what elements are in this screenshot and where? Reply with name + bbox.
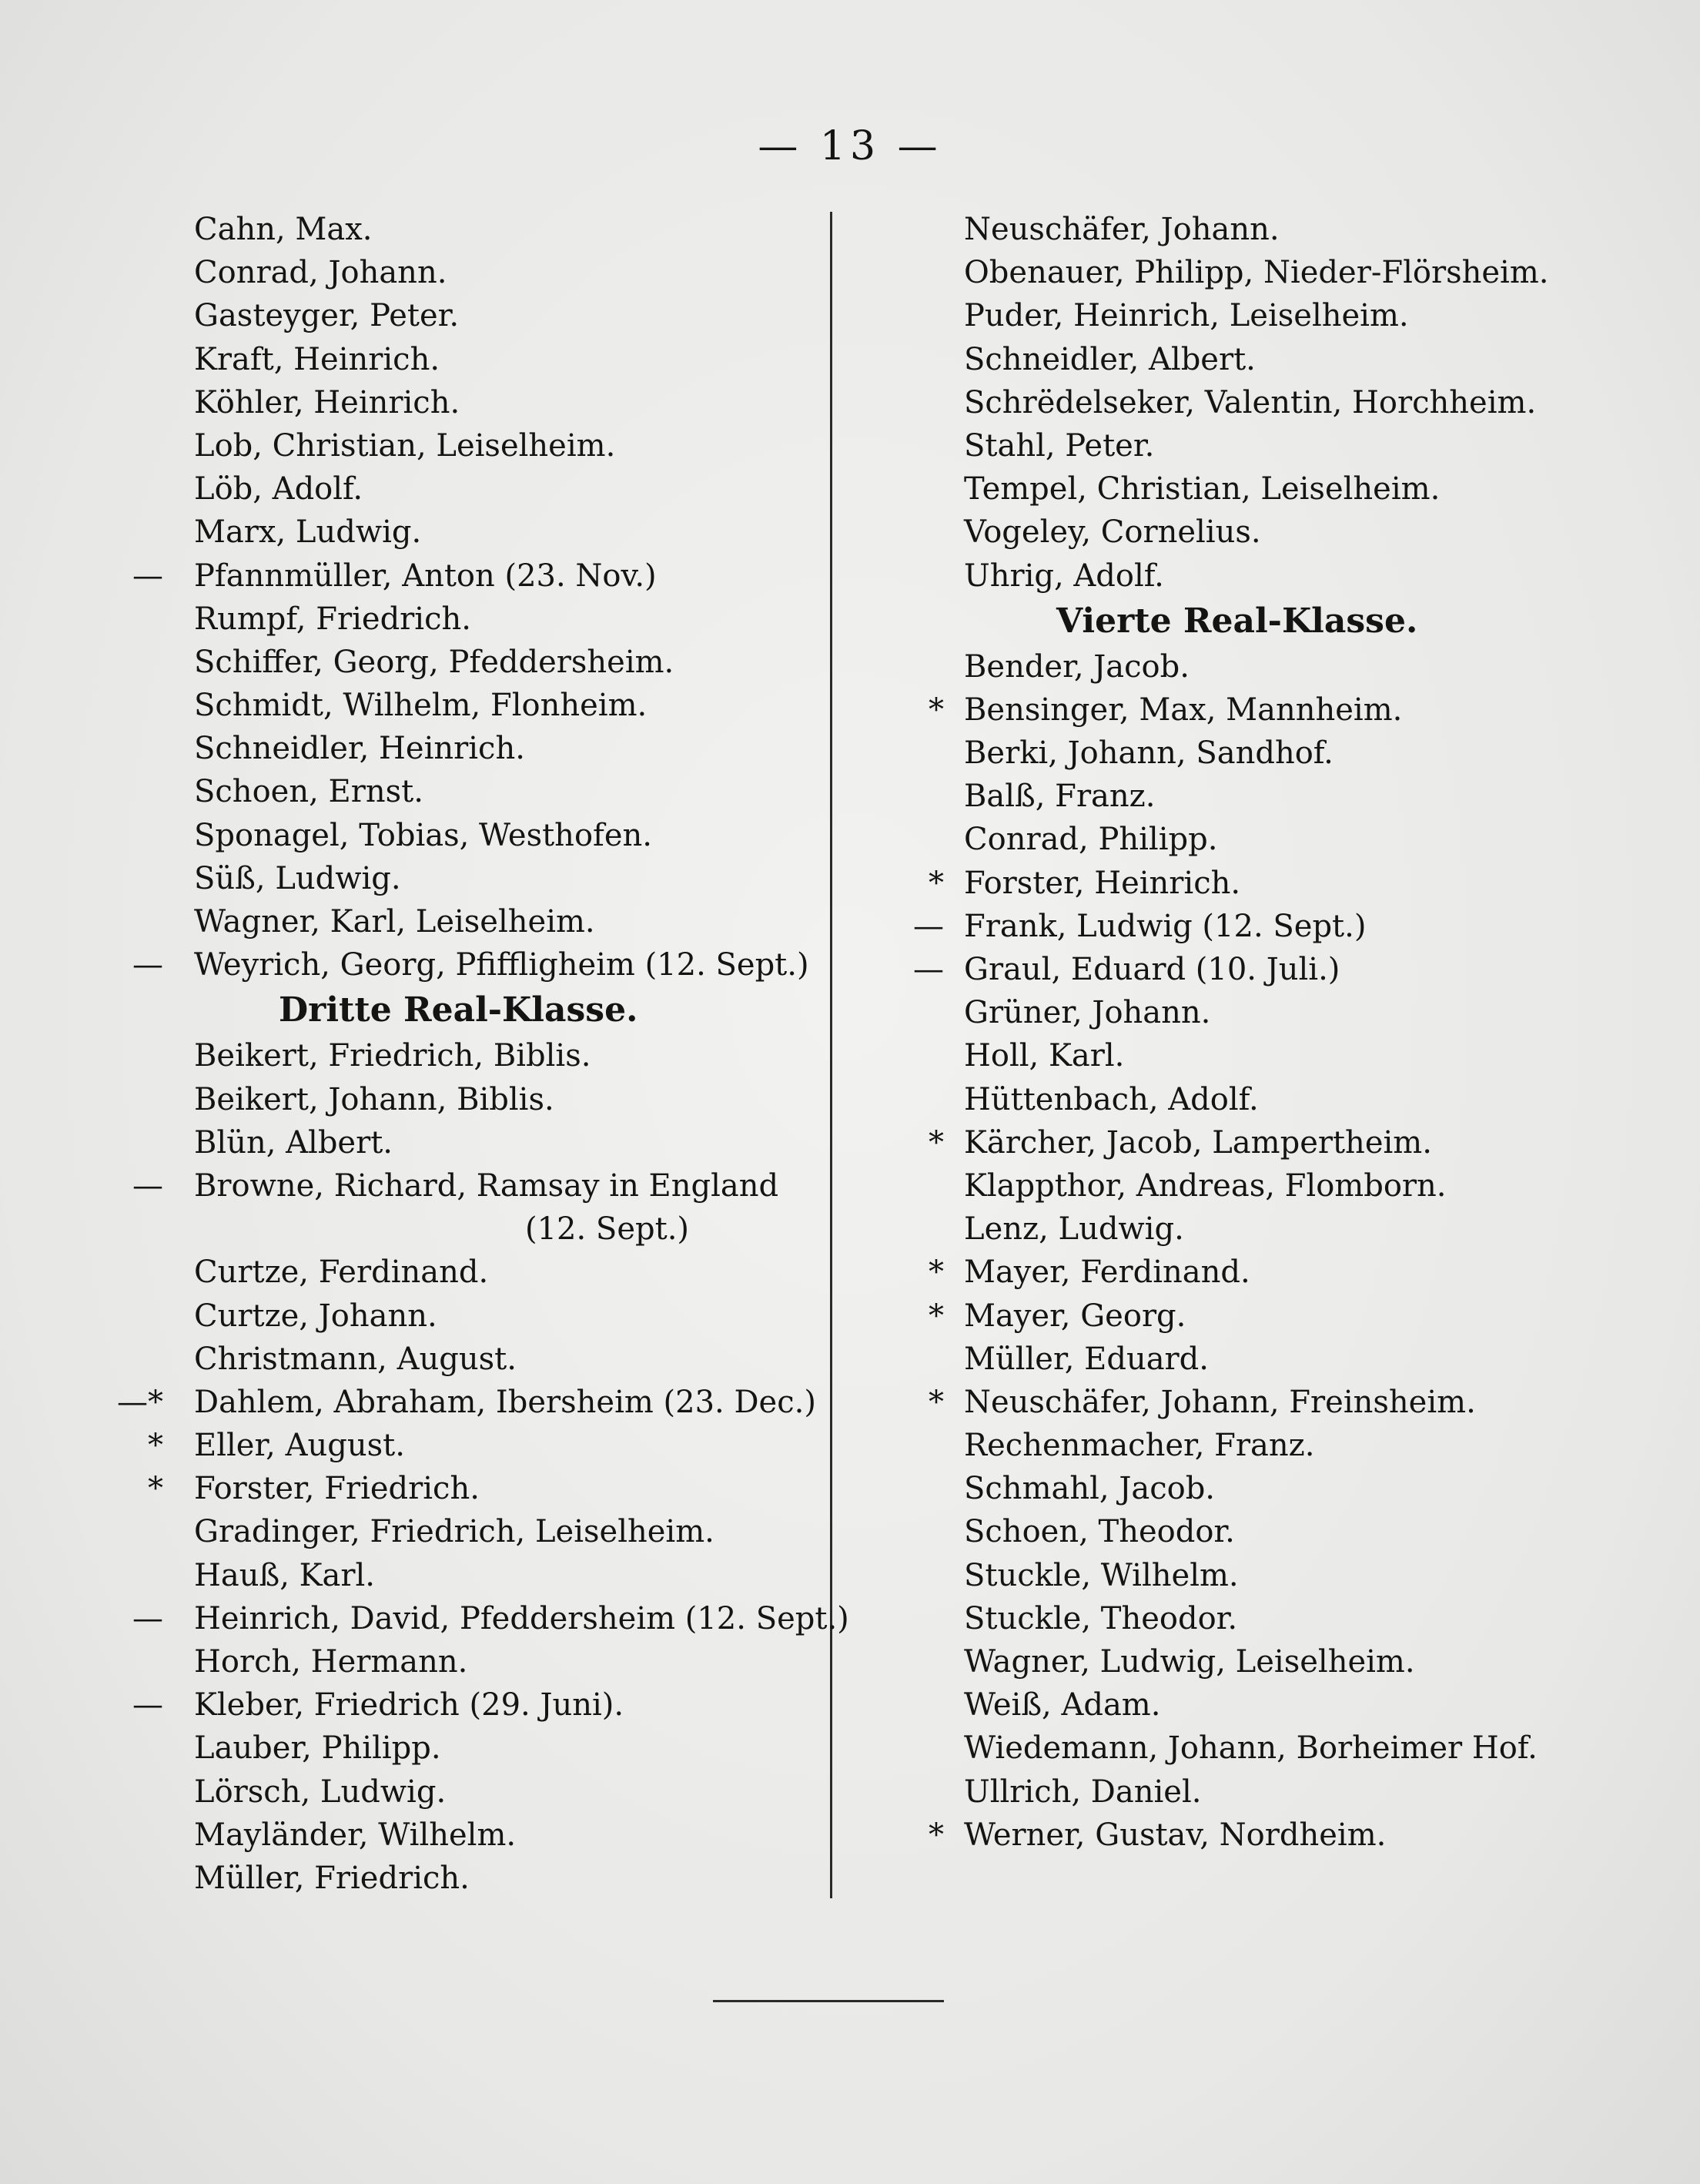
entry-text: Grüner, Johann. <box>964 995 1211 1031</box>
entry-text: Schrëdelseker, Valentin, Horchheim. <box>964 384 1537 420</box>
entry-text: Balß, Franz. <box>964 779 1156 815</box>
name-entry <box>921 511 1629 554</box>
name-entry <box>921 1467 1629 1510</box>
name-entry <box>132 1683 844 1727</box>
entry-text: Obenauer, Philipp, Nieder-Flörsheim. <box>964 255 1549 291</box>
name-entry <box>921 1683 1629 1727</box>
entry-text: Schoen, Ernst. <box>194 774 423 810</box>
entry-mark: * <box>148 1471 163 1507</box>
entry-text: Bender, Jacob. <box>964 648 1190 685</box>
name-entry <box>921 1381 1629 1424</box>
name-entry <box>921 775 1629 818</box>
name-entry <box>921 991 1629 1034</box>
name-entry <box>151 900 844 943</box>
name-entry <box>921 1640 1629 1683</box>
entry-mark: * <box>929 1298 944 1334</box>
name-entry <box>921 1078 1629 1121</box>
entry-text: Beikert, Johann, Biblis. <box>194 1081 554 1117</box>
entry-text: Lob, Christian, Leiselheim. <box>194 427 616 464</box>
entry-text: Hauß, Karl. <box>194 1557 375 1593</box>
name-entry <box>151 381 844 424</box>
entry-text: Lauber, Philipp. <box>194 1730 441 1767</box>
entry-text: Müller, Friedrich. <box>194 1860 470 1896</box>
entry-mark: — <box>132 1600 163 1636</box>
entry-text: Rumpf, Friedrich. <box>194 601 471 637</box>
entry-text: Ullrich, Daniel. <box>964 1774 1202 1810</box>
right-column <box>913 208 1629 1857</box>
entry-text: Eller, August. <box>194 1428 405 1464</box>
name-entry <box>132 554 844 598</box>
entry-text: Weiß, Adam. <box>964 1687 1161 1723</box>
entry-mark: — <box>132 558 163 594</box>
name-entry <box>921 554 1629 598</box>
entry-text: Blün, Albert. <box>194 1124 393 1161</box>
entry-text: Marx, Ludwig. <box>194 514 422 551</box>
section-heading-vierte-real-klasse: Vierte Real-Klasse. <box>1056 601 1418 641</box>
name-entry <box>148 1467 844 1510</box>
entry-text: Curtze, Johann. <box>194 1298 437 1334</box>
entry-text: Stuckle, Theodor. <box>964 1600 1238 1636</box>
entry-mark: * <box>929 1124 944 1161</box>
name-entry <box>921 1814 1629 1857</box>
entry-text: Horch, Hermann. <box>194 1644 468 1680</box>
entry-text: Schmidt, Wilhelm, Flonheim. <box>194 688 648 724</box>
entry-mark: — <box>132 947 163 983</box>
entry-text: Puder, Heinrich, Leiselheim. <box>964 298 1409 334</box>
entry-text: Köhler, Heinrich. <box>194 384 460 420</box>
name-entry <box>921 732 1629 775</box>
entry-text: Schmahl, Jacob. <box>964 1471 1216 1507</box>
entry-text: Stuckle, Wilhelm. <box>964 1557 1239 1593</box>
name-entry <box>151 467 844 511</box>
entry-text: Sponagel, Tobias, Westhofen. <box>194 817 652 853</box>
name-entry <box>151 1510 844 1553</box>
name-entry <box>921 251 1629 294</box>
entry-text: Neuschäfer, Johann, Freinsheim. <box>964 1384 1476 1420</box>
entry-text: Wagner, Ludwig, Leiselheim. <box>964 1644 1415 1680</box>
name-entry <box>151 857 844 900</box>
entry-text: Schiffer, Georg, Pfeddersheim. <box>194 644 674 680</box>
name-entry <box>921 1034 1629 1077</box>
entry-text: Lenz, Ludwig. <box>964 1211 1184 1248</box>
name-entry <box>151 1640 844 1683</box>
entry-text: Forster, Heinrich. <box>964 865 1241 901</box>
entry-text: Uhrig, Adolf. <box>964 558 1164 594</box>
entry-text: Neuschäfer, Johann. <box>964 212 1280 247</box>
entry-text: Löb, Adolf. <box>194 471 363 507</box>
name-entry <box>921 1554 1629 1597</box>
entry-text: Forster, Friedrich. <box>194 1471 480 1507</box>
name-entry <box>151 598 844 641</box>
name-entry <box>921 424 1629 467</box>
entry-text: Conrad, Johann. <box>194 255 447 291</box>
name-entry <box>151 1295 844 1338</box>
entry-text: Beikert, Friedrich, Biblis. <box>194 1038 591 1074</box>
name-entry <box>151 338 844 381</box>
name-entry <box>132 1597 849 1640</box>
name-entry <box>921 338 1629 381</box>
name-entry <box>921 467 1629 511</box>
entry-text: Kärcher, Jacob, Lampertheim. <box>964 1124 1432 1161</box>
entry-text: Heinrich, David, Pfeddersheim (12. Sept.) <box>194 1600 849 1636</box>
entry-text: Christmann, August. <box>194 1341 517 1377</box>
name-entry <box>921 1597 1629 1640</box>
left-name-list <box>132 208 844 986</box>
name-entry <box>151 208 844 251</box>
entry-text: Wagner, Karl, Leiselheim. <box>194 904 595 940</box>
name-entry <box>151 1814 844 1857</box>
entry-text: Hüttenbach, Adolf. <box>964 1081 1259 1117</box>
name-entry <box>921 294 1629 337</box>
name-entry <box>151 1251 844 1294</box>
entry-text: Pfannmüller, Anton (23. Nov.) <box>194 558 657 594</box>
name-entry <box>151 684 844 727</box>
name-entry <box>151 294 844 337</box>
name-entry <box>921 1338 1629 1381</box>
entry-text: Gradinger, Friedrich, Leiselheim. <box>194 1514 714 1550</box>
name-entry <box>921 1164 1629 1208</box>
name-entry <box>913 948 1629 991</box>
name-entry <box>117 1381 844 1424</box>
name-entry <box>151 727 844 770</box>
entry-text: Berki, Johann, Sandhof. <box>964 735 1334 772</box>
name-entry <box>151 1857 844 1900</box>
entry-text: Browne, Richard, Ramsay in England <box>194 1167 779 1204</box>
name-entry <box>151 1208 844 1251</box>
entry-text: Schoen, Theodor. <box>964 1514 1235 1550</box>
entry-text: Süß, Ludwig. <box>194 860 401 896</box>
entry-text: Schneidler, Albert. <box>964 341 1256 377</box>
name-entry <box>913 905 1629 948</box>
entry-text: Conrad, Philipp. <box>964 822 1218 858</box>
entry-text: Tempel, Christian, Leiselheim. <box>964 471 1441 507</box>
name-entry <box>921 381 1629 424</box>
entry-text: Rechenmacher, Franz. <box>964 1428 1315 1464</box>
entry-text: Werner, Gustav, Nordheim. <box>964 1817 1387 1853</box>
name-entry <box>151 641 844 684</box>
name-entry <box>151 1078 844 1121</box>
entry-mark: — <box>913 908 944 944</box>
entry-text: Wiedemann, Johann, Borheimer Hof. <box>964 1730 1538 1767</box>
name-entry <box>151 1034 844 1077</box>
entry-text: Mayländer, Wilhelm. <box>194 1817 517 1853</box>
left-column <box>117 208 849 1900</box>
name-entry <box>151 1770 844 1814</box>
name-entry <box>921 1208 1629 1251</box>
name-entry <box>921 1770 1629 1814</box>
name-entry <box>921 1295 1629 1338</box>
entry-text: Gasteyger, Peter. <box>194 298 460 334</box>
entry-mark: * <box>148 1428 163 1464</box>
name-entry <box>151 251 844 294</box>
entry-mark: — <box>132 1687 163 1723</box>
section-heading-dritte-real-klasse: Dritte Real-Klasse. <box>279 990 638 1030</box>
name-entry <box>148 1424 844 1467</box>
name-entry <box>132 943 844 986</box>
entry-text: Mayer, Ferdinand. <box>964 1254 1250 1291</box>
name-entry <box>921 1727 1629 1770</box>
name-entry <box>151 1338 844 1381</box>
footer-rule <box>713 2000 944 2002</box>
name-entry <box>921 688 1629 732</box>
entry-text: Schneidler, Heinrich. <box>194 731 525 767</box>
entry-text: Holl, Karl. <box>964 1038 1125 1074</box>
entry-text: (12. Sept.) <box>525 1211 690 1248</box>
name-entry <box>151 770 844 813</box>
entry-mark: * <box>929 1817 944 1853</box>
name-entry <box>921 1424 1629 1467</box>
entry-mark: —* <box>117 1384 163 1420</box>
entry-text: Curtze, Ferdinand. <box>194 1254 489 1291</box>
name-entry <box>921 862 1629 905</box>
entry-text: Mayer, Georg. <box>964 1298 1186 1334</box>
entry-mark: * <box>929 1254 944 1291</box>
name-entry <box>151 424 844 467</box>
entry-text: Kraft, Heinrich. <box>194 341 440 377</box>
name-entry <box>921 208 1629 251</box>
name-entry <box>921 1251 1629 1294</box>
entry-text: Weyrich, Georg, Pfiffligheim (12. Sept.) <box>194 947 809 983</box>
entry-text: Dahlem, Abraham, Ibersheim (23. Dec.) <box>194 1384 816 1420</box>
entry-text: Graul, Eduard (10. Juli.) <box>964 952 1340 987</box>
name-entry <box>921 645 1629 688</box>
entry-mark: * <box>929 1384 944 1420</box>
entry-mark: * <box>929 865 944 901</box>
entry-text: Kleber, Friedrich (29. Juni). <box>194 1687 624 1723</box>
entry-text: Frank, Ludwig (12. Sept.) <box>964 908 1367 944</box>
entry-text: Müller, Eduard. <box>964 1341 1209 1377</box>
entry-text: Cahn, Max. <box>194 212 373 247</box>
entry-text: Lörsch, Ludwig. <box>194 1774 447 1810</box>
right-name-list <box>921 208 1629 598</box>
page-number: — 13 — <box>758 123 942 169</box>
name-entry <box>151 1727 844 1770</box>
name-entry <box>921 818 1629 861</box>
name-entry <box>921 1121 1629 1164</box>
name-entry <box>132 1164 844 1208</box>
vierte-name-list <box>913 645 1629 1857</box>
name-entry <box>921 1510 1629 1553</box>
name-entry <box>151 814 844 857</box>
entry-text: Bensinger, Max, Mannheim. <box>964 692 1403 728</box>
entry-text: Stahl, Peter. <box>964 427 1155 464</box>
entry-text: Vogeley, Cornelius. <box>964 514 1261 551</box>
name-entry <box>151 511 844 554</box>
dritte-name-list <box>117 1034 849 1900</box>
entry-text: Klappthor, Andreas, Flomborn. <box>964 1167 1447 1204</box>
name-entry <box>151 1121 844 1164</box>
entry-mark: — <box>132 1167 163 1204</box>
entry-mark: * <box>929 692 944 728</box>
name-entry <box>151 1554 844 1597</box>
entry-mark: — <box>913 952 944 987</box>
